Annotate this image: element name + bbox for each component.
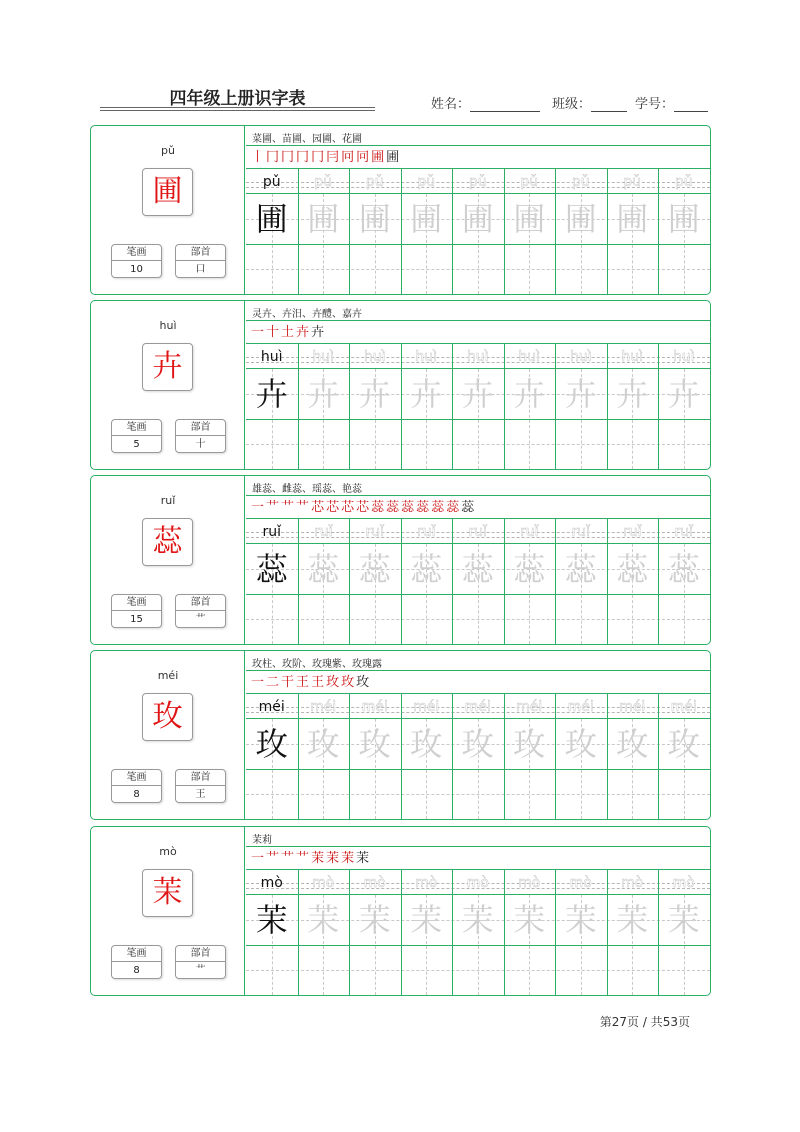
- stroke-count-value: 8: [133, 789, 140, 800]
- page-number: 第27页 / 共53页: [599, 1015, 690, 1029]
- radical-box: [175, 594, 226, 628]
- stroke-step: 茉: [311, 850, 325, 866]
- pinyin-cell[interactable]: huì: [415, 349, 438, 365]
- character-box: [142, 518, 193, 566]
- stroke-count-label: 笔画: [112, 770, 161, 786]
- pinyin-cell[interactable]: méi: [619, 699, 646, 715]
- pinyin-cell[interactable]: mò: [363, 875, 386, 891]
- stroke-step: 芯: [326, 499, 340, 515]
- stroke-step: 艹: [281, 850, 295, 866]
- stroke-count-box: [111, 769, 162, 803]
- pinyin-row: [246, 172, 710, 192]
- grid-line: [246, 320, 710, 321]
- pinyin-cell[interactable]: pǔ: [520, 174, 539, 190]
- stroke-step: 圃: [386, 149, 400, 165]
- tracing-character[interactable]: 卉: [564, 375, 597, 413]
- stroke-count-value: 8: [133, 965, 140, 976]
- tracing-character[interactable]: 圃: [667, 200, 700, 238]
- stroke-order: [251, 497, 474, 517]
- model-character: 圃: [255, 200, 288, 238]
- name-blank[interactable]: [470, 98, 540, 112]
- tracing-character[interactable]: 蕊: [461, 550, 494, 588]
- stroke-step: 冂: [266, 149, 280, 165]
- stroke-step: 蕊: [386, 499, 400, 515]
- stroke-step: 王: [311, 674, 325, 690]
- stroke-count-value: 10: [130, 264, 143, 275]
- pinyin-cell[interactable]: méi: [567, 699, 594, 715]
- example-words: 灵卉、卉汨、卉醴、嘉卉: [252, 309, 362, 320]
- stroke-step: 卉: [311, 324, 325, 340]
- tracing-character[interactable]: 玫: [461, 725, 494, 763]
- character-info-panel: [91, 651, 245, 819]
- page-title: 四年级上册识字表: [169, 89, 306, 109]
- name-field[interactable]: [431, 93, 540, 112]
- number-field[interactable]: [635, 93, 708, 112]
- tracing-character[interactable]: 圃: [358, 200, 391, 238]
- pinyin-cell[interactable]: pǔ: [417, 174, 436, 190]
- radical-label: 部首: [176, 595, 225, 611]
- name-label: 姓名：: [431, 97, 471, 112]
- tracing-row: [246, 369, 710, 419]
- character-glyph: 圃: [152, 174, 183, 209]
- tracing-character[interactable]: 蕊: [410, 550, 443, 588]
- example-words: 玫柱、玫阶、玫瑰紫、玫瑰露: [252, 659, 382, 670]
- pinyin-cell[interactable]: méi: [464, 699, 491, 715]
- pinyin-cell: pǔ: [262, 174, 281, 190]
- tracing-character[interactable]: 圃: [616, 200, 649, 238]
- tracing-character[interactable]: 玫: [513, 725, 546, 763]
- pinyin-cell: mò: [260, 875, 283, 891]
- stroke-order: [251, 848, 369, 868]
- character-pinyin: huì: [159, 319, 177, 332]
- tracing-character[interactable]: 玫: [564, 725, 597, 763]
- character-box: [142, 168, 193, 216]
- radical-value: 口: [195, 264, 206, 275]
- pinyin-row: [246, 873, 710, 893]
- practice-grid[interactable]: [246, 827, 710, 995]
- character-info-panel: [91, 301, 245, 469]
- stroke-order: [251, 147, 399, 167]
- tracing-character[interactable]: 圃: [564, 200, 597, 238]
- pinyin-cell[interactable]: méi: [361, 699, 388, 715]
- character-glyph: 玫: [152, 699, 183, 734]
- stroke-count-label: 笔画: [112, 946, 161, 962]
- stroke-count-label: 笔画: [112, 420, 161, 436]
- pinyin-cell[interactable]: pǔ: [468, 174, 487, 190]
- tracing-character[interactable]: 茉: [513, 901, 546, 939]
- stroke-step: 芯: [356, 499, 370, 515]
- stroke-step: 艹: [296, 850, 310, 866]
- tracing-character[interactable]: 蕊: [358, 550, 391, 588]
- pinyin-cell[interactable]: ruǐ: [571, 524, 591, 540]
- pinyin-cell[interactable]: huì: [569, 349, 592, 365]
- character-pinyin: mò: [159, 845, 177, 858]
- character-pinyin: pǔ: [161, 144, 175, 157]
- pinyin-cell[interactable]: ruǐ: [313, 524, 333, 540]
- stroke-step: 卉: [296, 324, 310, 340]
- character-info-panel: [91, 827, 245, 995]
- pinyin-cell[interactable]: méi: [310, 699, 337, 715]
- stroke-step: 蕊: [401, 499, 415, 515]
- grid-line: [246, 145, 710, 146]
- radical-value: 艹: [195, 614, 206, 625]
- stroke-step: 玫: [326, 674, 340, 690]
- grid-line: [246, 670, 710, 671]
- pinyin-cell[interactable]: mò: [312, 875, 335, 891]
- pinyin-cell[interactable]: méi: [413, 699, 440, 715]
- model-character: 蕊: [255, 550, 288, 588]
- stroke-step: 冂: [296, 149, 310, 165]
- tracing-character[interactable]: 茉: [307, 901, 340, 939]
- character-info-panel: [91, 126, 245, 294]
- stroke-step: 艹: [281, 499, 295, 515]
- practice-grid[interactable]: [246, 651, 710, 819]
- radical-value: 王: [195, 789, 206, 800]
- character-box: [142, 343, 193, 391]
- stroke-step: 茉: [356, 850, 370, 866]
- tracing-character[interactable]: 圃: [513, 200, 546, 238]
- grid-line: [246, 343, 710, 344]
- pinyin-cell[interactable]: ruǐ: [416, 524, 436, 540]
- radical-box: [175, 244, 226, 278]
- stroke-step: 蕊: [446, 499, 460, 515]
- pinyin-cell[interactable]: ruǐ: [622, 524, 642, 540]
- tracing-character[interactable]: 圃: [410, 200, 443, 238]
- character-pinyin: méi: [157, 669, 179, 682]
- practice-grid[interactable]: [246, 301, 710, 469]
- radical-label: 部首: [176, 245, 225, 261]
- tracing-character[interactable]: 蕊: [513, 550, 546, 588]
- stroke-step: 二: [266, 674, 280, 690]
- pinyin-cell[interactable]: ruǐ: [674, 524, 694, 540]
- example-words: 茉莉: [252, 835, 272, 846]
- practice-grid[interactable]: [246, 126, 710, 294]
- grid-line: [246, 869, 710, 870]
- tracing-character[interactable]: 玫: [307, 725, 340, 763]
- tracing-character[interactable]: 茉: [564, 901, 597, 939]
- pinyin-cell[interactable]: huì: [363, 349, 386, 365]
- pinyin-cell[interactable]: pǔ: [623, 174, 642, 190]
- stroke-step: 玫: [356, 674, 370, 690]
- stroke-step: 冂: [281, 149, 295, 165]
- pinyin-cell[interactable]: huì: [621, 349, 644, 365]
- character-pinyin: ruǐ: [160, 494, 176, 507]
- tracing-character[interactable]: 茉: [616, 901, 649, 939]
- character-card: [90, 300, 711, 470]
- tracing-character[interactable]: 茉: [358, 901, 391, 939]
- pinyin-row: [246, 522, 710, 542]
- pinyin-cell[interactable]: ruǐ: [468, 524, 488, 540]
- stroke-step: 蕊: [461, 499, 475, 515]
- pinyin-cell: méi: [258, 699, 285, 715]
- character-info-panel: [91, 476, 245, 644]
- character-glyph: 蕊: [152, 524, 183, 559]
- pinyin-cell[interactable]: méi: [670, 699, 697, 715]
- grid-line: [246, 168, 710, 169]
- tracing-character[interactable]: 茉: [410, 901, 443, 939]
- model-character: 卉: [255, 375, 288, 413]
- stroke-step: 土: [281, 324, 295, 340]
- stroke-count-label: 笔画: [112, 245, 161, 261]
- radical-value: 艹: [195, 965, 206, 976]
- tracing-character[interactable]: 茉: [461, 901, 494, 939]
- tracing-row: [246, 719, 710, 769]
- character-glyph: 卉: [152, 349, 183, 384]
- class-field[interactable]: [552, 93, 627, 112]
- class-blank[interactable]: [591, 98, 627, 112]
- stroke-step: 茉: [326, 850, 340, 866]
- radical-box: [175, 769, 226, 803]
- tracing-character[interactable]: 卉: [616, 375, 649, 413]
- practice-grid[interactable]: [246, 476, 710, 644]
- model-character: 玫: [255, 725, 288, 763]
- tracing-character[interactable]: 圃: [307, 200, 340, 238]
- stroke-step: 一: [251, 674, 265, 690]
- model-character: 茉: [255, 901, 288, 939]
- example-words: 菜圃、苗圃、园圃、花圃: [252, 134, 362, 145]
- stroke-step: 芯: [311, 499, 325, 515]
- pinyin-cell[interactable]: mò: [518, 875, 541, 891]
- stroke-order: [251, 672, 369, 692]
- character-card: [90, 826, 711, 996]
- pinyin-cell[interactable]: mò: [466, 875, 489, 891]
- stroke-step: 艹: [296, 499, 310, 515]
- stroke-step: 冂: [311, 149, 325, 165]
- stroke-step: 一: [251, 850, 265, 866]
- grid-line: [246, 693, 710, 694]
- pinyin-cell[interactable]: mò: [569, 875, 592, 891]
- stroke-step: 一: [251, 499, 265, 515]
- stroke-step: 芯: [341, 499, 355, 515]
- radical-label: 部首: [176, 770, 225, 786]
- stroke-step: 冋: [341, 149, 355, 165]
- stroke-count-box: [111, 594, 162, 628]
- tracing-character[interactable]: 蕊: [667, 550, 700, 588]
- title-underline: [100, 110, 375, 111]
- tracing-row: [246, 194, 710, 244]
- pinyin-row: [246, 347, 710, 367]
- tracing-character[interactable]: 圃: [461, 200, 494, 238]
- character-glyph: 茉: [152, 875, 183, 910]
- stroke-step: 丨: [251, 149, 265, 165]
- stroke-step: 蕊: [431, 499, 445, 515]
- stroke-step: 一: [251, 324, 265, 340]
- tracing-character[interactable]: 卉: [307, 375, 340, 413]
- character-card: [90, 475, 711, 645]
- number-label: 学号：: [635, 97, 675, 112]
- tracing-character[interactable]: 玫: [667, 725, 700, 763]
- pinyin-cell[interactable]: mò: [672, 875, 695, 891]
- stroke-step: 艹: [266, 499, 280, 515]
- pinyin-cell[interactable]: ruǐ: [519, 524, 539, 540]
- pinyin-cell[interactable]: huì: [518, 349, 541, 365]
- stroke-step: 王: [296, 674, 310, 690]
- class-label: 班级：: [552, 97, 592, 112]
- tracing-character[interactable]: 卉: [461, 375, 494, 413]
- radical-label: 部首: [176, 420, 225, 436]
- stroke-step: 圃: [371, 149, 385, 165]
- tracing-character[interactable]: 蕊: [307, 550, 340, 588]
- pinyin-cell[interactable]: huì: [312, 349, 335, 365]
- stroke-count-label: 笔画: [112, 595, 161, 611]
- stroke-step: 干: [281, 674, 295, 690]
- stroke-step: 十: [266, 324, 280, 340]
- pinyin-cell: ruǐ: [262, 524, 282, 540]
- pinyin-cell[interactable]: méi: [516, 699, 543, 715]
- number-blank[interactable]: [674, 98, 708, 112]
- tracing-row: [246, 895, 710, 945]
- tracing-character[interactable]: 茉: [667, 901, 700, 939]
- tracing-character[interactable]: 玫: [616, 725, 649, 763]
- stroke-count-value: 15: [130, 614, 143, 625]
- pinyin-row: [246, 697, 710, 717]
- stroke-count-value: 5: [133, 439, 140, 450]
- tracing-character[interactable]: 卉: [667, 375, 700, 413]
- character-card: [90, 125, 711, 295]
- stroke-order: [251, 322, 324, 342]
- radical-label: 部首: [176, 946, 225, 962]
- character-box: [142, 693, 193, 741]
- radical-box: [175, 419, 226, 453]
- stroke-count-box: [111, 244, 162, 278]
- radical-box: [175, 945, 226, 979]
- stroke-count-box: [111, 419, 162, 453]
- grid-line: [246, 518, 710, 519]
- stroke-step: 玫: [341, 674, 355, 690]
- stroke-count-box: [111, 945, 162, 979]
- tracing-character[interactable]: 卉: [410, 375, 443, 413]
- pinyin-cell[interactable]: ruǐ: [365, 524, 385, 540]
- radical-value: 十: [195, 439, 206, 450]
- stroke-step: 艹: [266, 850, 280, 866]
- tracing-row: [246, 544, 710, 594]
- pinyin-cell[interactable]: pǔ: [314, 174, 333, 190]
- stroke-step: 蕊: [416, 499, 430, 515]
- stroke-step: 茉: [341, 850, 355, 866]
- grid-line: [246, 495, 710, 496]
- pinyin-cell[interactable]: mò: [621, 875, 644, 891]
- tracing-character[interactable]: 玫: [358, 725, 391, 763]
- tracing-character[interactable]: 玫: [410, 725, 443, 763]
- grid-line: [246, 846, 710, 847]
- pinyin-cell[interactable]: pǔ: [571, 174, 590, 190]
- pinyin-cell[interactable]: mò: [415, 875, 438, 891]
- pinyin-cell[interactable]: huì: [672, 349, 695, 365]
- pinyin-cell[interactable]: pǔ: [674, 174, 693, 190]
- character-card: [90, 650, 711, 820]
- stroke-step: 蕊: [371, 499, 385, 515]
- character-box: [142, 869, 193, 917]
- example-words: 雄蕊、雌蕊、瑶蕊、艳蕊: [252, 484, 362, 495]
- tracing-character[interactable]: 蕊: [616, 550, 649, 588]
- stroke-step: 冃: [326, 149, 340, 165]
- tracing-character[interactable]: 卉: [358, 375, 391, 413]
- tracing-character[interactable]: 蕊: [564, 550, 597, 588]
- stroke-step: 冋: [356, 149, 370, 165]
- tracing-character[interactable]: 卉: [513, 375, 546, 413]
- pinyin-cell[interactable]: huì: [466, 349, 489, 365]
- pinyin-cell: huì: [260, 349, 283, 365]
- pinyin-cell[interactable]: pǔ: [365, 174, 384, 190]
- title-underline: [100, 107, 375, 108]
